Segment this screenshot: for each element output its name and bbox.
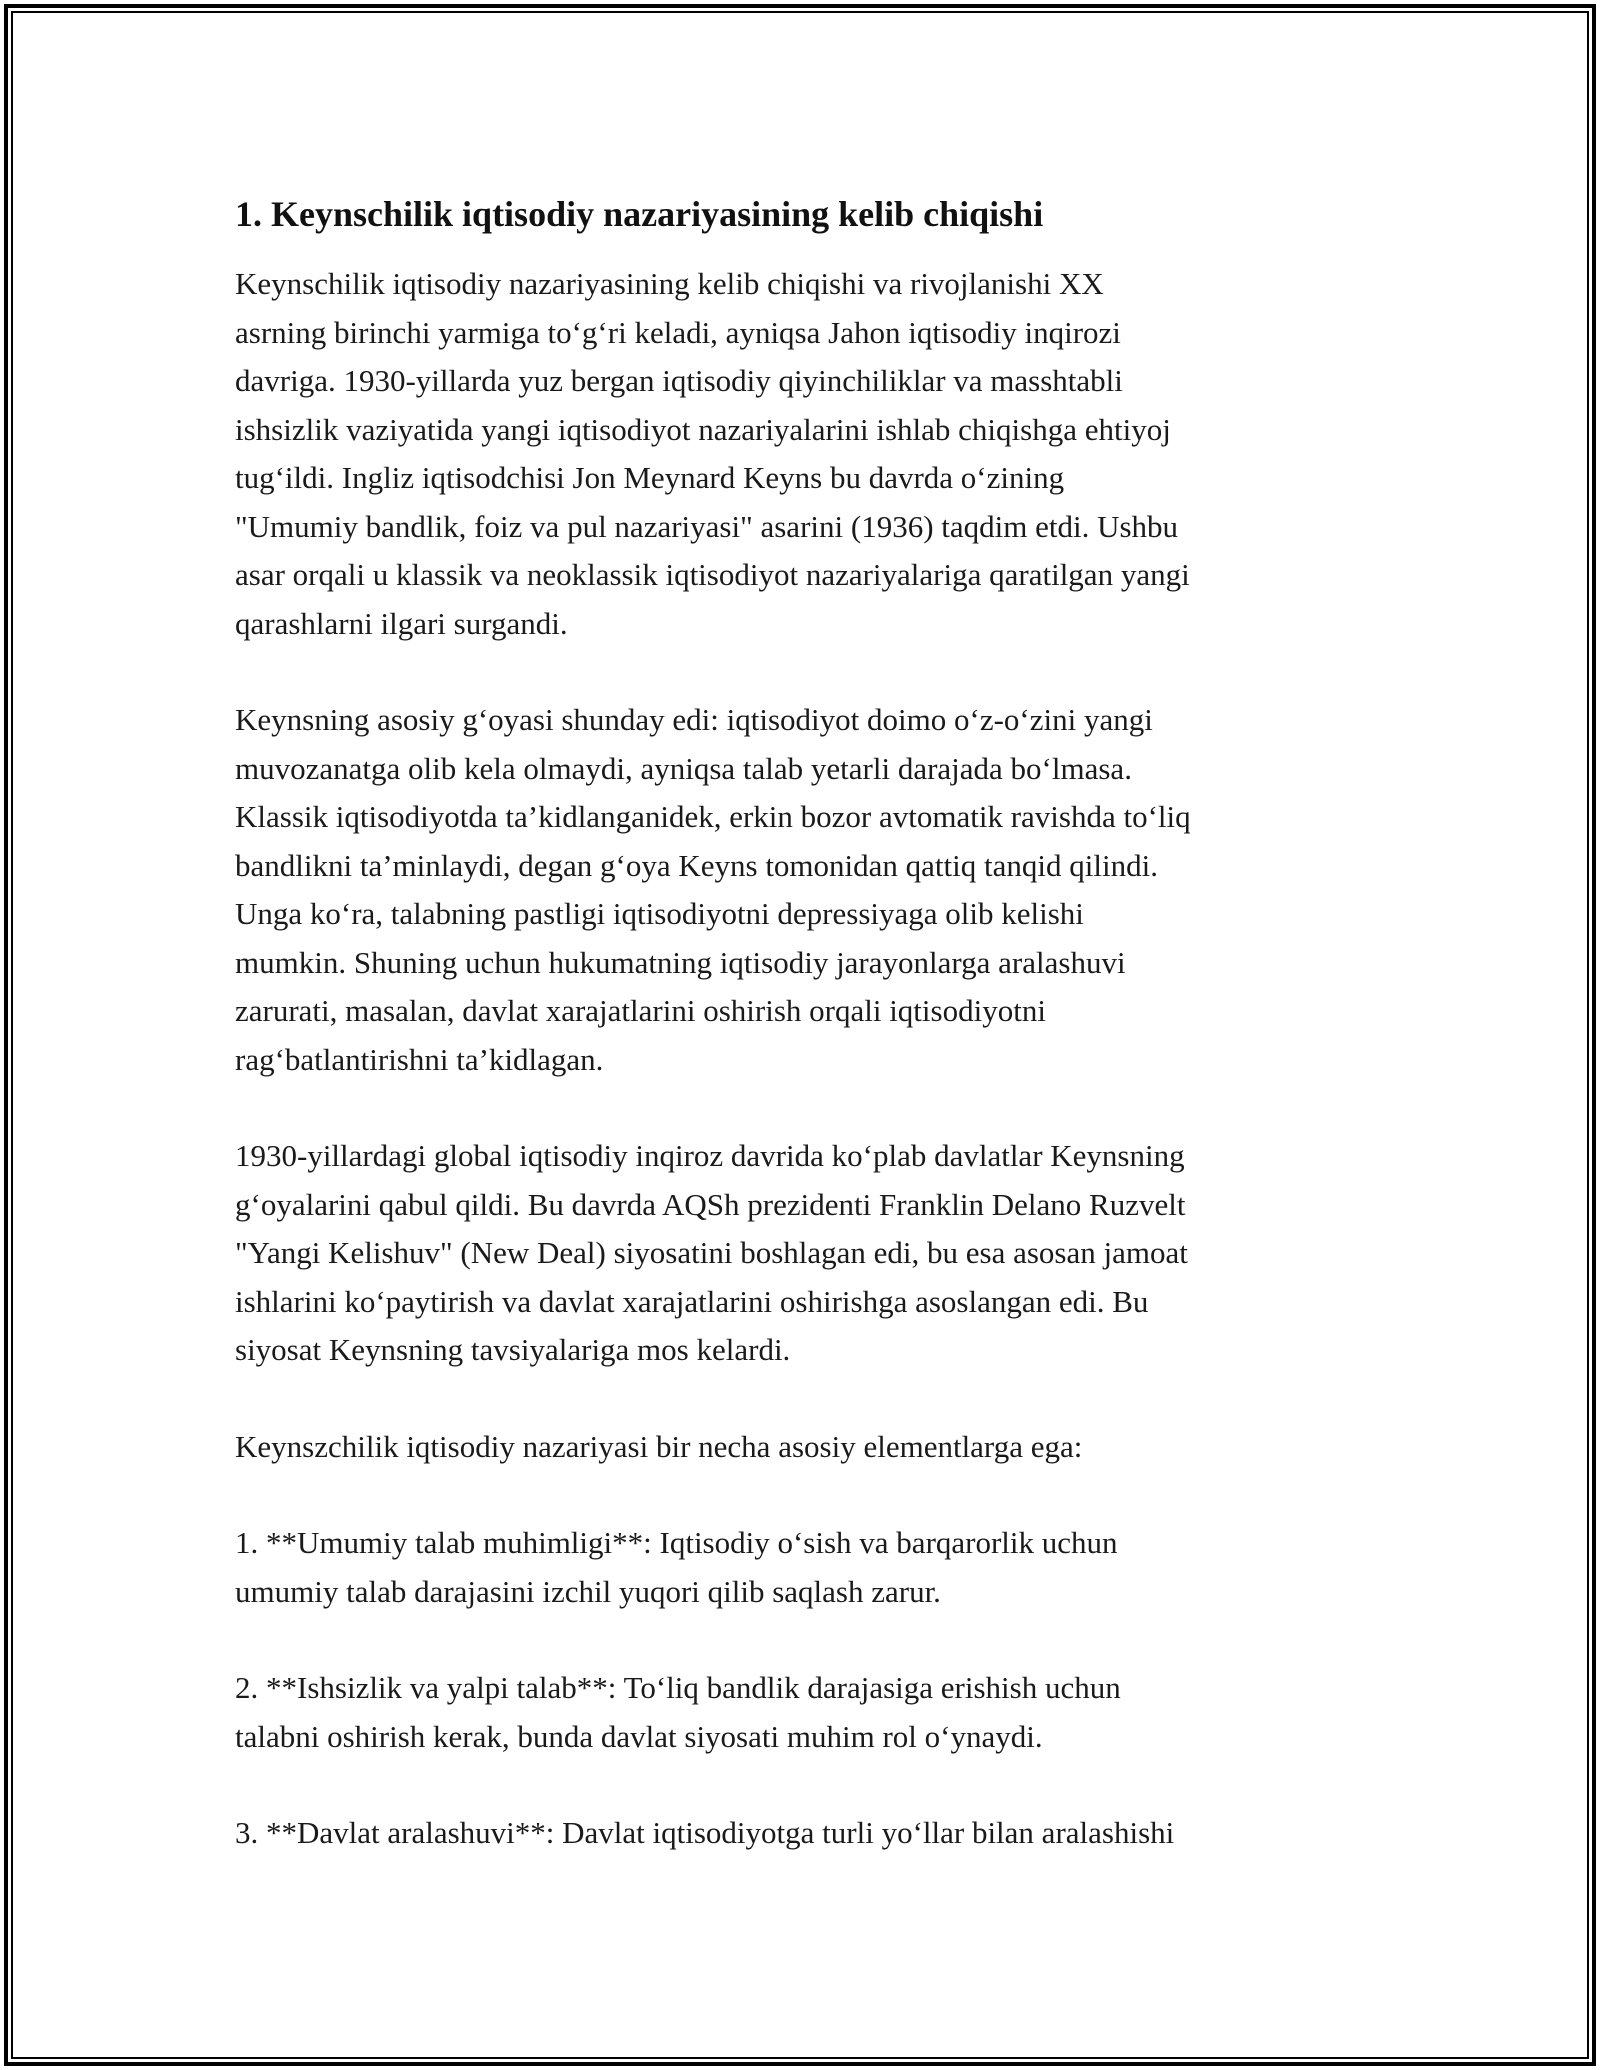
paragraph-line: ishsizlik vaziyatida yangi iqtisodiyot nazariyalarini ishlab chiqishga ehtiyoj [235, 411, 1171, 447]
paragraph-line: "Umumiy bandlik, foiz va pul nazariyasi" asarini (1936) taqdim etdi. Ushbu [235, 508, 1179, 544]
paragraph-line: asar orqali u klassik va neoklassik iqtisodiyot nazariyalariga qaratilgan yangi [235, 557, 1190, 592]
paragraph [235, 260, 1395, 648]
paragraph-line: Keynszchilik iqtisodiy nazariyasi bir necha asosiy elementlarga ega: [235, 1428, 1083, 1464]
paragraph-line: siyosat Keynsning tavsiyalariga mos kelardi. [235, 1332, 791, 1367]
paragraph-line: davriga. 1930-yillarda yuz bergan iqtisodiy qiyinchiliklar va masshtabli [235, 363, 1123, 398]
paragraph-line: Keynsning asosiy g‘oyasi shunday edi: iqtisodiyot doimo o‘z-o‘zini yangi [235, 702, 1153, 737]
paragraph-line: mumkin. Shuning uchun hukumatning iqtisodiy jarayonlarga aralashuvi [235, 944, 1126, 980]
paragraph [235, 1132, 1395, 1375]
paragraph-line: Keynschilik iqtisodiy nazariyasining kelib chiqishi va rivojlanishi XX [235, 266, 1104, 301]
paragraph [235, 1664, 1395, 1761]
paragraph-line: rag‘batlantirishni ta’kidlagan. [235, 1041, 604, 1077]
paragraph-line: 1930-yillardagi global iqtisodiy inqiroz davrida ko‘plab davlatlar Keynsning [235, 1138, 1185, 1173]
paragraph [235, 1423, 1395, 1472]
paragraph [235, 696, 1395, 1084]
paragraph-line: Klassik iqtisodiyotda ta’kidlanganidek, erkin bozor avtomatik ravishda to‘liq [235, 799, 1191, 834]
section-heading: 1. Keynschilik iqtisodiy nazariyasining kelib chiqishi [235, 194, 1044, 234]
paragraph-line: ishlarini ko‘paytirish va davlat xarajatlarini oshirishga asoslangan edi. Bu [235, 1283, 1149, 1319]
paragraph-line: 3. **Davlat aralashuvi**: Davlat iqtisodiyotga turli yo‘llar bilan aralashishi [235, 1815, 1175, 1850]
paragraph-line: asrning birinchi yarmiga to‘g‘ri keladi, ayniqsa Jahon iqtisodiy inqirozi [235, 314, 1121, 350]
paragraph-line: qarashlarni ilgari surgandi. [235, 605, 568, 641]
paragraph-line: Unga ko‘ra, talabning pastligi iqtisodiyotni depressiyaga olib kelishi [235, 896, 1084, 931]
document-page [235, 190, 1395, 1906]
paragraph-line: "Yangi Kelishuv" (New Deal) siyosatini boshlagan edi, bu esa asosan jamoat [235, 1235, 1188, 1270]
paragraph [235, 1809, 1395, 1858]
paragraph-line: zarurati, masalan, davlat xarajatlarini oshirish orqali iqtisodiyotni [235, 993, 1046, 1028]
paragraph [235, 1519, 1395, 1616]
paragraph-line: muvozanatga olib kela olmaydi, ayniqsa talab yetarli darajada bo‘lmasa. [235, 750, 1132, 786]
paragraph-line: 2. **Ishsizlik va yalpi talab**: To‘liq bandlik darajasiga erishish uchun [235, 1670, 1121, 1705]
paragraph-line: tug‘ildi. Ingliz iqtisodchisi Jon Meynard Keyns bu davrda o‘zining [235, 460, 1065, 495]
paragraph-line: umumiy talab darajasini izchil yuqori qilib saqlash zarur. [235, 1573, 941, 1609]
paragraph-line: bandlikni ta’minlaydi, degan g‘oya Keyns tomonidan qattiq tanqid qilindi. [235, 847, 1158, 883]
paragraph-line: talabni oshirish kerak, bunda davlat siyosati muhim rol o‘ynaydi. [235, 1718, 1043, 1754]
paragraph-line: g‘oyalarini qabul qildi. Bu davrda AQSh prezidenti Franklin Delano Ruzvelt [235, 1186, 1186, 1222]
document-body [235, 260, 1395, 1858]
paragraph-line: 1. **Umumiy talab muhimligi**: Iqtisodiy o‘sish va barqarorlik uchun [235, 1525, 1118, 1560]
